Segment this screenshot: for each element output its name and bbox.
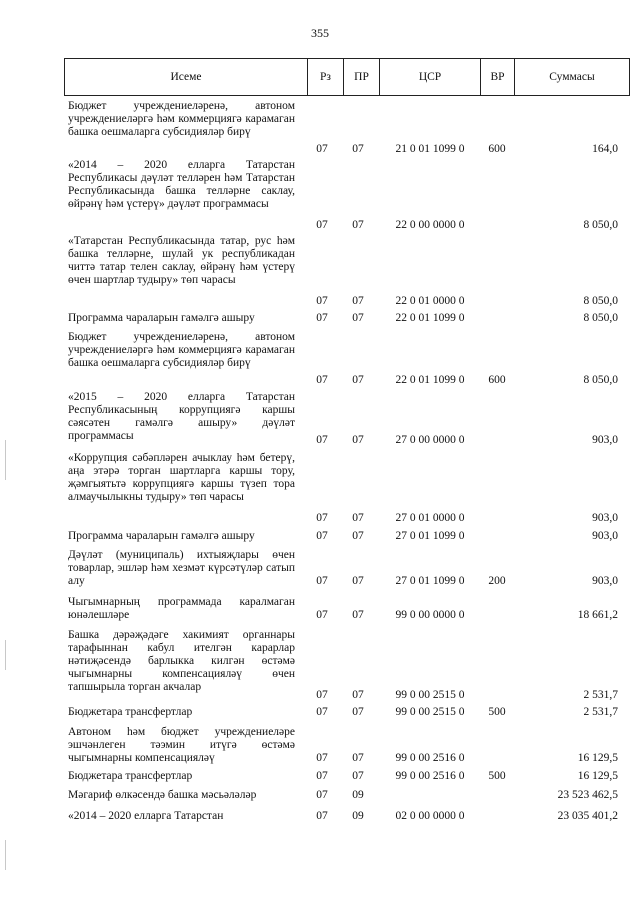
row-rz: 07 (316, 752, 328, 764)
row-sum: 903,0 (592, 575, 618, 587)
row-vr: 500 (488, 706, 506, 718)
row-name: «2014 – 2020 елларга Татарстан Республикасы дәүләт телләрен һәм Татарстан Республикасында башка телләрне саклау, өйрәнү һәм үстерү» дәүләт программасы (68, 159, 295, 210)
row-rz: 07 (316, 789, 328, 801)
row-pr: 07 (352, 219, 364, 231)
row-name: «Коррупция сәбәпләрен ачыклау һәм бетерү, аңа этәрә торган шартларга каршы тору, җәмгыятьтә коррупциягә каршы түзеп тора алмаучылыкны тудыру» төп чарасы (68, 452, 295, 503)
row-sum: 8 050,0 (583, 219, 618, 231)
row-rz: 07 (316, 434, 328, 446)
row-sum: 16 129,5 (577, 752, 618, 764)
row-sum: 16 129,5 (577, 770, 618, 782)
row-pr: 07 (352, 609, 364, 621)
row-sum: 2 531,7 (583, 689, 618, 701)
row-rz: 07 (316, 689, 328, 701)
column-header-csr: ЦСР (380, 59, 481, 95)
row-pr: 07 (352, 770, 364, 782)
row-name: «2015 – 2020 елларга Татарстан Республикасының коррупциягә каршы сәясәтен гамәлгә ашыру» дәүләт программасы (68, 391, 295, 442)
scan-margin-mark (5, 640, 6, 670)
row-csr: 22 0 00 0000 0 (395, 219, 465, 231)
row-pr: 07 (352, 530, 364, 542)
row-rz: 07 (316, 575, 328, 587)
row-rz: 07 (316, 810, 328, 822)
row-name: Бюджет учреждениеләренә, автоном учреждениеләргә һәм коммерциягә карамаган башка оешмаларга субсидияләр бирү (68, 331, 295, 369)
row-sum: 8 050,0 (583, 312, 618, 324)
row-name: Бюджетара трансфертлар (68, 706, 193, 718)
row-rz: 07 (316, 609, 328, 621)
row-vr: 200 (488, 575, 506, 587)
row-csr: 21 0 01 1099 0 (395, 143, 465, 155)
row-sum: 23 523 462,5 (557, 789, 618, 801)
row-csr: 22 0 01 1099 0 (395, 374, 465, 386)
row-name: «Татарстан Республикасында татар, рус һәм башка телләрне, шулай ук республикадан читтә татар телен саклау, өйрәнү һәм үстерү өчен шартлар тудыру» төп чарасы (68, 235, 295, 286)
column-header-pr: ПР (344, 59, 380, 95)
row-name: Автоном һәм бюджет учреждениеләре эшчәнлеген тәэмин итүгә өстәмә чыгымнарны компенсацияләү (68, 726, 295, 764)
row-pr: 07 (352, 374, 364, 386)
row-rz: 07 (316, 312, 328, 324)
row-vr: 500 (488, 770, 506, 782)
row-pr: 07 (352, 689, 364, 701)
row-name: Программа чараларын гамәлгә ашыру (68, 530, 255, 542)
row-rz: 07 (316, 512, 328, 524)
row-name: «2014 – 2020 елларга Татарстан (68, 810, 224, 822)
row-pr: 07 (352, 752, 364, 764)
row-csr: 27 0 01 1099 0 (395, 575, 465, 587)
row-name: Дәүләт (муниципаль) ихтыяҗлары өчен товарлар, эшләр һәм хезмәт күрсәтүләр сатып алу (68, 549, 295, 587)
row-sum: 903,0 (592, 530, 618, 542)
column-header-sum: Суммасы (549, 71, 595, 83)
row-csr: 99 0 00 2516 0 (395, 770, 465, 782)
row-sum: 903,0 (592, 512, 618, 524)
row-pr: 07 (352, 575, 364, 587)
row-sum: 2 531,7 (583, 706, 618, 718)
row-csr: 99 0 00 2515 0 (395, 706, 465, 718)
row-sum: 23 035 401,2 (557, 810, 618, 822)
row-rz: 07 (316, 770, 328, 782)
row-csr: 22 0 01 1099 0 (395, 312, 465, 324)
row-rz: 07 (316, 374, 328, 386)
row-csr: 02 0 00 0000 0 (395, 810, 465, 822)
row-name: Бюджетара трансфертлар (68, 770, 193, 782)
row-vr: 600 (488, 143, 506, 155)
row-pr: 07 (352, 434, 364, 446)
row-name: Мәгариф өлкәсендә башка мәсьәләләр (68, 789, 257, 801)
column-header-rz: Рз (308, 59, 344, 95)
page-number: 355 (311, 26, 329, 40)
table-header (64, 58, 630, 96)
row-sum: 903,0 (592, 434, 618, 446)
row-pr: 09 (352, 789, 364, 801)
row-pr: 07 (352, 312, 364, 324)
row-sum: 8 050,0 (583, 295, 618, 307)
row-csr: 99 0 00 2515 0 (395, 689, 465, 701)
row-csr: 22 0 01 0000 0 (395, 295, 465, 307)
row-sum: 18 661,2 (577, 609, 618, 621)
row-csr: 27 0 00 0000 0 (395, 434, 465, 446)
row-name: Чыгымнарның программада каралмаган юнәлешләре (68, 596, 295, 621)
row-name: Программа чараларын гамәлгә ашыру (68, 312, 255, 324)
row-rz: 07 (316, 530, 328, 542)
column-header-vr: ВР (481, 59, 515, 95)
row-rz: 07 (316, 219, 328, 231)
row-csr: 27 0 01 0000 0 (395, 512, 465, 524)
row-rz: 07 (316, 706, 328, 718)
row-sum: 8 050,0 (583, 374, 618, 386)
row-pr: 07 (352, 295, 364, 307)
row-pr: 07 (352, 706, 364, 718)
scan-margin-mark (5, 440, 6, 480)
row-csr: 99 0 00 2516 0 (395, 752, 465, 764)
row-pr: 07 (352, 143, 364, 155)
row-pr: 07 (352, 512, 364, 524)
row-rz: 07 (316, 143, 328, 155)
column-header-name: Исеме (65, 59, 308, 95)
scan-margin-mark (5, 840, 6, 870)
row-vr: 600 (488, 374, 506, 386)
row-pr: 09 (352, 810, 364, 822)
row-name: Бюджет учреждениеләренә, автоном учреждениеләргә һәм коммерциягә карамаган башка оешмаларга субсидияләр бирү (68, 100, 295, 138)
row-csr: 27 0 01 1099 0 (395, 530, 465, 542)
row-csr: 99 0 00 0000 0 (395, 609, 465, 621)
row-name: Башка дәрәҗәдәге хакимият органнары тарафыннан кабул ителгән карарлар нәтиҗәсендә барлыкка килгән өстәмә чыгымнарны компенсацияләү өчен тапшырыла торган акчалар (68, 629, 295, 693)
row-sum: 164,0 (592, 143, 618, 155)
row-rz: 07 (316, 295, 328, 307)
